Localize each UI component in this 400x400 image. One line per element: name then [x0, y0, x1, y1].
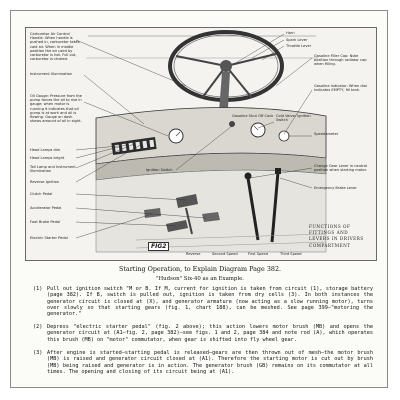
label-horn: Horn [286, 31, 295, 35]
label-reverse: Reverse [186, 252, 201, 256]
label-tail-lamp: Tail Lamp and Instrument Illumination [30, 165, 76, 174]
figure-side-caption [309, 224, 371, 249]
item-text: Depress "electric starter pedal" (fig. 2 above); this action lowers motor brush (MB) and opens the generator circuit at (A1—fig. 2, page 382)—see figs. 1 and 2, page 384 and note rod (A), which operates this brush (MB) on "motor" commutator, when gear is shifted into fly wheel gear. [47, 324, 373, 343]
side-caption-line: LEVERS IN DRIVERS [309, 236, 364, 242]
label-speedometer: Speedometer [314, 132, 339, 136]
item-text: After engine is started—starting pedal is released—gears are then thrown out of mesh—the motor brush (MB) is raised and generator circuit closed at (A1). Therefore the starting motor is cut out by brush (MB) being raised and generator is in action. The generator brush (GB) remains on its commutator at all times. The opening and closing of its circuit being at (A1). [47, 350, 373, 375]
label-reverse-ignition: Reverse Ignition [30, 180, 60, 184]
example-subhead: "Hudson" Six-40 as an Example. [155, 276, 244, 282]
instruction-item [33, 286, 373, 317]
label-first-speed: First Speed [248, 252, 268, 256]
label-throttle-lever: Throttle Lever [286, 44, 312, 48]
label-foot-brake-pedal: Foot Brake Pedal [30, 220, 61, 224]
instruction-item [33, 350, 373, 375]
label-clutch-pedal: Clutch Pedal [30, 192, 53, 196]
dashboard-diagram [25, 27, 377, 261]
book-page [10, 10, 388, 388]
item-number: (2) [33, 324, 43, 330]
side-caption-line: FUNCTIONS OF [309, 224, 351, 229]
label-emergency-brake-lever: Emergency Brake Lever [314, 186, 357, 190]
label-instrument-illumination: Instrument Illumination [30, 72, 73, 76]
label-head-lamps-bright: Head Lamps bright [30, 156, 65, 160]
label-ignition-switch: Ignition Switch [146, 168, 173, 172]
label-accelerator-pedal: Accelerator Pedal [30, 206, 62, 210]
label-second-speed: Second Speed [212, 252, 238, 256]
figure-number: FIG2 [148, 242, 169, 251]
item-number: (1) [33, 286, 43, 292]
instruction-item [33, 324, 373, 343]
label-oil-gauge: Oil Gauge: Pressure from the pump forces the oil to rise in gauge; when motor is running it indicates that oil pump is at work and oil is flowing. Gauge on dash shows amount of oil in sight. [30, 94, 82, 124]
label-third-speed: Third Speed [280, 252, 302, 256]
label-gasoline-indicator: Gasoline Indicator: When dial indicates EMPTY, fill tank. [314, 84, 367, 93]
label-change-gear-lever: Change Gear Lever in neutral position when starting motor. [314, 164, 368, 173]
figure-caption: Starting Operation, to Explain Diagram Page 382. [118, 265, 282, 273]
label-gasoline-filler-cap: Gasoline Filler Cap: Note position through radiator cap when filling. [314, 54, 367, 67]
label-spark-lever: Spark Lever [286, 38, 308, 42]
item-number: (3) [33, 350, 43, 356]
label-cold-valve: Cold Valve: Ignition Switch [276, 114, 311, 123]
label-carburetor-air-control: Carburetor Air Control Handle. When handle is pushed in, carburetor takes cold air. When in middle position the air used by carburetor is hot. Full out, carburetor is choked. [30, 32, 80, 62]
label-gasoline-shut-off: Gasoline Shut Off Cock [232, 114, 274, 118]
label-electric-starter-pedal: Electric Starter Pedal [30, 236, 68, 240]
item-text: Pull out ignition switch "M or B. If M, current for ignition is taken from circuit (1), storage battery (page 382). If B, switch is pulled out, ignition is taken from dry cells (3). In both instances the generator circuit is closed at (X), and generator armature (now acting as a slow running motor), turns over slowly so that starting gears (fig. 1, chart 188), can be meshed. See page 399—"motoring the generator." [47, 286, 373, 318]
side-caption-line: FITTINGS AND [309, 230, 349, 236]
label-head-lamps-dim: Head Lamps dim [30, 148, 61, 152]
side-caption-line: COMPARTMENT [309, 242, 351, 248]
